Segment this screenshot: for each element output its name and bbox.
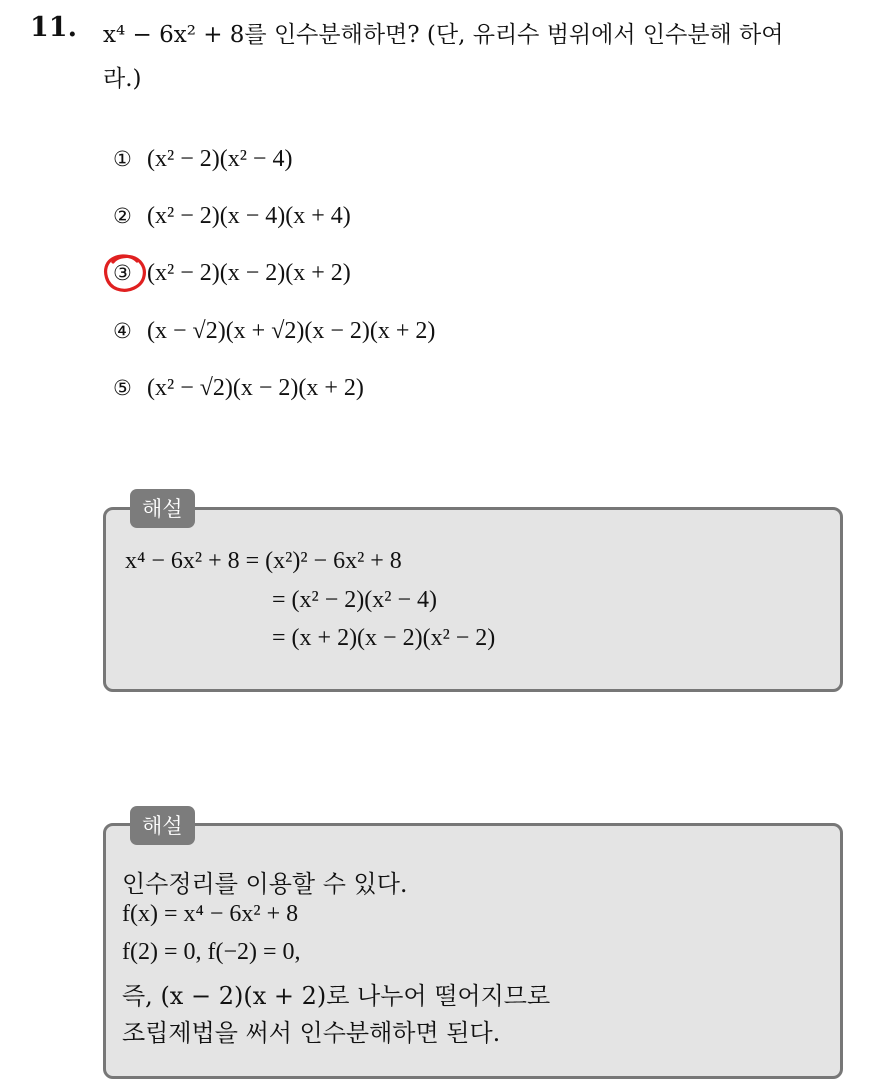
question-number: 11. bbox=[30, 12, 77, 43]
solution-tag-2: 해설 bbox=[130, 806, 195, 845]
solution1-line3: = (x + 2)(x − 2)(x² − 2) bbox=[272, 625, 496, 651]
question-text-line1: x⁴ − 6x² + 8를 인수분해하면? (단, 유리수 범위에서 인수분해 하여 bbox=[103, 22, 784, 48]
choice-4-text: (x − √2)(x + √2)(x − 2)(x + 2) bbox=[147, 318, 436, 344]
choice-3-text: (x² − 2)(x − 2)(x + 2) bbox=[147, 260, 351, 286]
question-text-line2: 라.) bbox=[103, 66, 142, 92]
solution2-line2: f(x) = x⁴ − 6x² + 8 bbox=[122, 901, 299, 927]
solution-tag-1: 해설 bbox=[130, 489, 195, 528]
choice-3[interactable] bbox=[113, 260, 351, 287]
choice-1-text: (x² − 2)(x² − 4) bbox=[147, 146, 293, 172]
choice-2[interactable] bbox=[113, 203, 351, 230]
solution2-line3: f(2) = 0, f(−2) = 0, bbox=[122, 939, 301, 965]
choice-2-number: ② bbox=[113, 204, 132, 228]
solution2-line1: 인수정리를 이용할 수 있다. bbox=[122, 870, 408, 898]
choice-3-number: ③ bbox=[113, 261, 132, 285]
solution2-line5: 조립제법을 써서 인수분해하면 된다. bbox=[122, 1019, 501, 1047]
solution2-line4: 즉, (x − 2)(x + 2)로 나누어 떨어지므로 bbox=[122, 982, 551, 1010]
choice-5-number: ⑤ bbox=[113, 376, 132, 400]
choice-5[interactable] bbox=[113, 375, 364, 402]
solution1-line1: x⁴ − 6x² + 8 = (x²)² − 6x² + 8 bbox=[125, 548, 402, 574]
choice-4[interactable] bbox=[113, 318, 435, 345]
choice-1[interactable] bbox=[113, 146, 292, 173]
choice-4-number: ④ bbox=[113, 319, 132, 343]
choice-1-number: ① bbox=[113, 147, 132, 171]
choice-2-text: (x² − 2)(x − 4)(x + 4) bbox=[147, 203, 351, 229]
solution-box-1 bbox=[103, 507, 843, 692]
answer-circle-mark-icon bbox=[102, 252, 148, 294]
choice-5-text: (x² − √2)(x − 2)(x + 2) bbox=[147, 375, 364, 401]
solution1-line2: = (x² − 2)(x² − 4) bbox=[272, 587, 437, 613]
